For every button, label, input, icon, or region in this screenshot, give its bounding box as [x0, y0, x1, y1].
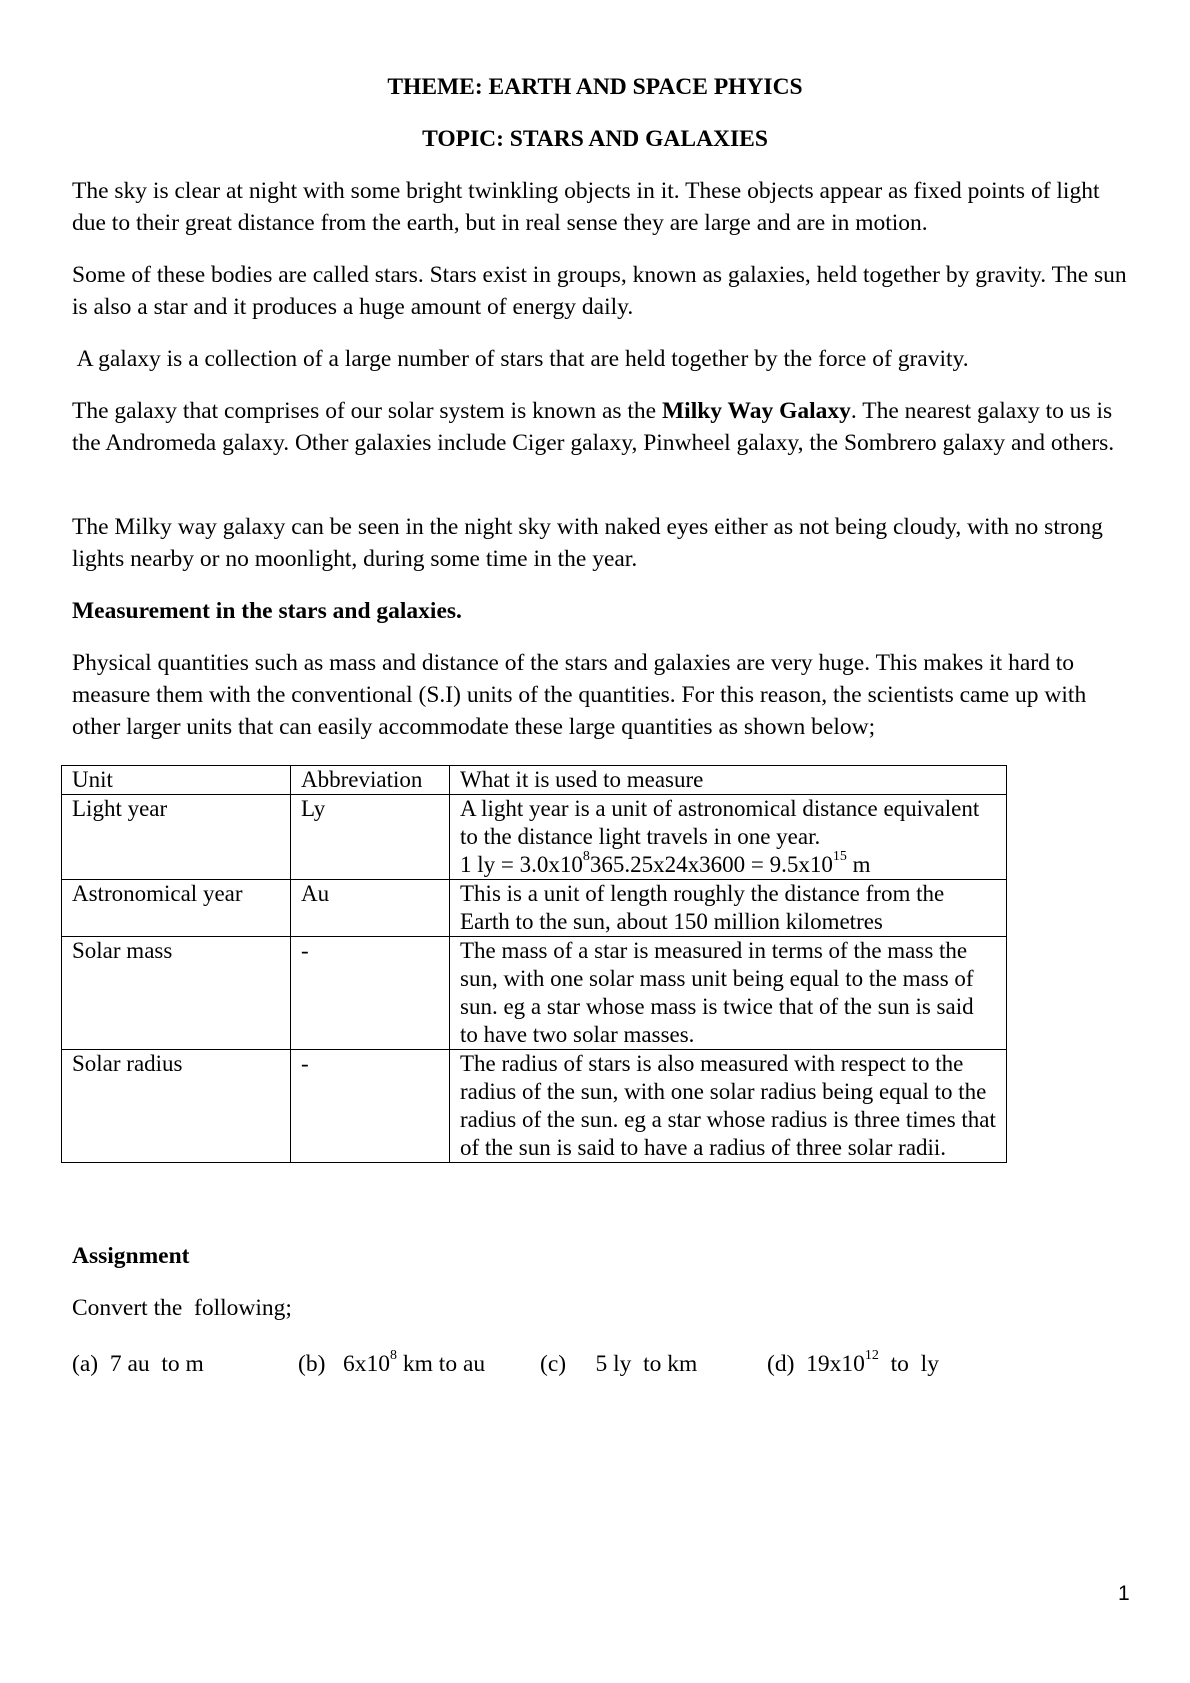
question-a: (a) 7 au to m — [72, 1351, 204, 1377]
topic-heading: TOPIC: STARS AND GALAXIES — [422, 126, 768, 152]
question-b-exponent: 8 — [390, 1348, 398, 1364]
cell-unit: Solar radius — [62, 1050, 291, 1163]
cell-abbreviation: Ly — [291, 795, 450, 880]
light-year-formula — [460, 849, 871, 877]
cell-description: The mass of a star is measured in terms of the mass the sun, with one solar mass unit being equal to the mass of sun. eg a star whose mass is twice that of the sun is said to have two solar masses. — [450, 937, 1007, 1050]
table-row — [62, 795, 1007, 880]
header-unit: Unit — [62, 766, 291, 795]
formula-part-c: m — [846, 852, 871, 877]
cell-unit: Light year — [62, 795, 291, 880]
paragraph-galaxy-definition: A galaxy is a collection of a large number of stars that are held together by the force of gravity. — [72, 346, 969, 372]
cell-abbreviation: Au — [291, 880, 450, 937]
cell-abbreviation: - — [291, 1050, 450, 1163]
table-row — [62, 937, 1007, 1050]
table-header-row — [62, 766, 1007, 795]
formula-exponent-a: 8 — [582, 849, 590, 865]
question-b-base: 6x10 — [343, 1351, 391, 1377]
question-c-text: 5 ly to km — [595, 1351, 698, 1377]
question-c — [540, 1348, 697, 1380]
paragraph-milky-way — [72, 395, 1132, 459]
question-d — [767, 1348, 939, 1380]
cell-description: The radius of stars is also measured with respect to the radius of the sun, with one solar radius being equal to the radius of the sun. eg a star whose radius is three times that of the sun is said to have a radius of three solar radii. — [450, 1050, 1007, 1163]
milky-way-text-before: The galaxy that comprises of our solar system is known as the — [72, 398, 662, 424]
question-d-label: (d) — [767, 1351, 795, 1377]
question-d-rest: to ly — [878, 1351, 939, 1377]
milky-way-text-after: . The nearest galaxy to us is the Andromeda galaxy. Other galaxies include Ciger galaxy, Pinwheel galaxy, the Sombrero galaxy and others. — [72, 398, 1115, 456]
paragraph-physical-quantities: Physical quantities such as mass and distance of the stars and galaxies are very huge. This makes it hard to measure them with the conventional (S.I) units of the quantities. For this reason, the scientists came up with other larger units that can easily accommodate these large quantities as shown below; — [72, 650, 1087, 740]
question-b-rest: km to au — [397, 1351, 486, 1377]
paragraph-sky: The sky is clear at night with some bright twinkling objects in it. These objects appear as fixed points of light due to their great distance from the earth, but in real sense they are large and are in motion. — [72, 178, 1100, 236]
formula-exponent-b: 15 — [832, 849, 847, 865]
formula-part-b: 365.25x24x3600 = 9.5x10 — [589, 852, 833, 877]
units-table — [61, 765, 1007, 1163]
question-c-label: (c) — [540, 1351, 567, 1377]
assignment-heading: Assignment — [72, 1243, 190, 1269]
cell-description — [450, 795, 1007, 880]
question-b-label: (b) — [298, 1351, 326, 1377]
question-d-exponent: 12 — [864, 1348, 879, 1364]
cell-abbreviation: - — [291, 937, 450, 1050]
question-b — [298, 1348, 485, 1380]
page-number: 1 — [1118, 1582, 1130, 1605]
cell-unit: Astronomical year — [62, 880, 291, 937]
paragraph-visibility: The Milky way galaxy can be seen in the night sky with naked eyes either as not being cloudy, with no strong lights nearby or no moonlight, during some time in the year. — [72, 514, 1103, 572]
formula-part-a: 1 ly = 3.0x10 — [460, 852, 583, 877]
section-heading-measurement: Measurement in the stars and galaxies. — [72, 598, 462, 624]
cell-description: This is a unit of length roughly the distance from the Earth to the sun, about 150 million kilometres — [450, 880, 1007, 937]
header-abbreviation: Abbreviation — [291, 766, 450, 795]
header-description: What it is used to measure — [450, 766, 1007, 795]
cell-unit: Solar mass — [62, 937, 291, 1050]
question-d-base: 19x10 — [806, 1351, 865, 1377]
table-row — [62, 880, 1007, 937]
milky-way-bold: Milky Way Galaxy — [662, 398, 851, 424]
light-year-description: A light year is a unit of astronomical distance equivalent to the distance light travels in one year. — [460, 796, 980, 849]
paragraph-stars: Some of these bodies are called stars. Stars exist in groups, known as galaxies, held together by gravity. The sun is also a star and it produces a huge amount of energy daily. — [72, 262, 1127, 320]
assignment-intro: Convert the following; — [72, 1295, 292, 1321]
theme-heading: THEME: EARTH AND SPACE PHYICS — [387, 74, 803, 100]
table-row — [62, 1050, 1007, 1163]
